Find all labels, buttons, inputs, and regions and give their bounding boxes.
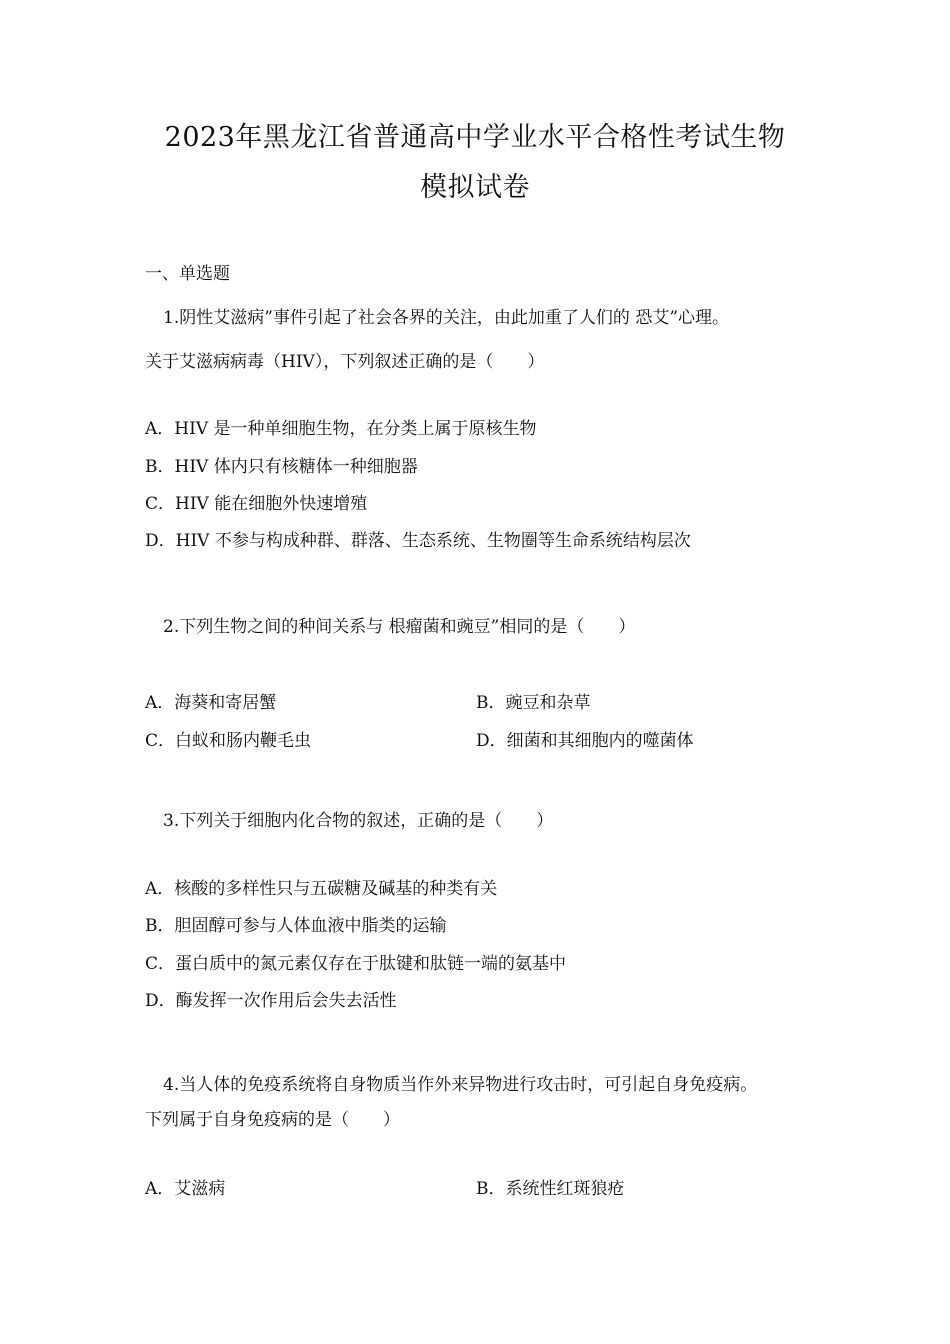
q3-option-a: A．核酸的多样性只与五碳糖及碱基的种类有关	[145, 879, 498, 899]
q3-option-c: C．蛋白质中的氮元素仅存在于肽键和肽链一端的氨基中	[145, 954, 567, 974]
q2-option-d: D．细菌和其细胞内的噬菌体	[476, 731, 694, 751]
q2-option-b: B．豌豆和杂草	[476, 693, 591, 713]
q1-option-a: A．HIV 是一种单细胞生物，在分类上属于原核生物	[145, 419, 537, 439]
q2-option-a: A．海葵和寄居蟹	[145, 693, 277, 713]
q4-stem-line1: 4.当人体的免疫系统将自身物质当作外来异物进行攻击时，可引起自身免疫病。	[163, 1075, 758, 1095]
q1-stem-line1: 1.阴性艾滋病”事件引起了社会各界的关注，由此加重了人们的 恐艾”心理。	[163, 308, 730, 328]
q1-option-d: D．HIV 不参与构成种群、群落、生态系统、生物圈等生命系统结构层次	[145, 531, 691, 551]
q4-option-b: B．系统性红斑狼疮	[476, 1179, 625, 1199]
q3-option-b: B．胆固醇可参与人体血液中脂类的运输	[145, 916, 447, 936]
q1-stem-line2: 关于艾滋病病毒（HIV），下列叙述正确的是（ ）	[145, 352, 545, 372]
q4-stem-line2: 下列属于自身免疫病的是（ ）	[145, 1110, 400, 1130]
exam-title-line2: 模拟试卷	[420, 172, 530, 203]
section-heading: 一、单选题	[145, 264, 230, 284]
q1-option-b: B．HIV 体内只有核糖体一种细胞器	[145, 457, 418, 477]
q1-option-c: C．HIV 能在细胞外快速增殖	[145, 494, 368, 514]
q4-option-a: A．艾滋病	[145, 1179, 226, 1199]
q2-option-c: C．白蚁和肠内鞭毛虫	[145, 731, 312, 751]
q3-option-d: D．酶发挥一次作用后会失去活性	[145, 991, 397, 1011]
exam-title-line1: 2023年黑龙江省普通高中学业水平合格性考试生物	[164, 122, 786, 153]
q3-stem: 3.下列关于细胞内化合物的叙述，正确的是（ ）	[163, 811, 554, 831]
q2-stem: 2.下列生物之间的种间关系与 根瘤菌和豌豆”相同的是（ ）	[163, 617, 636, 637]
